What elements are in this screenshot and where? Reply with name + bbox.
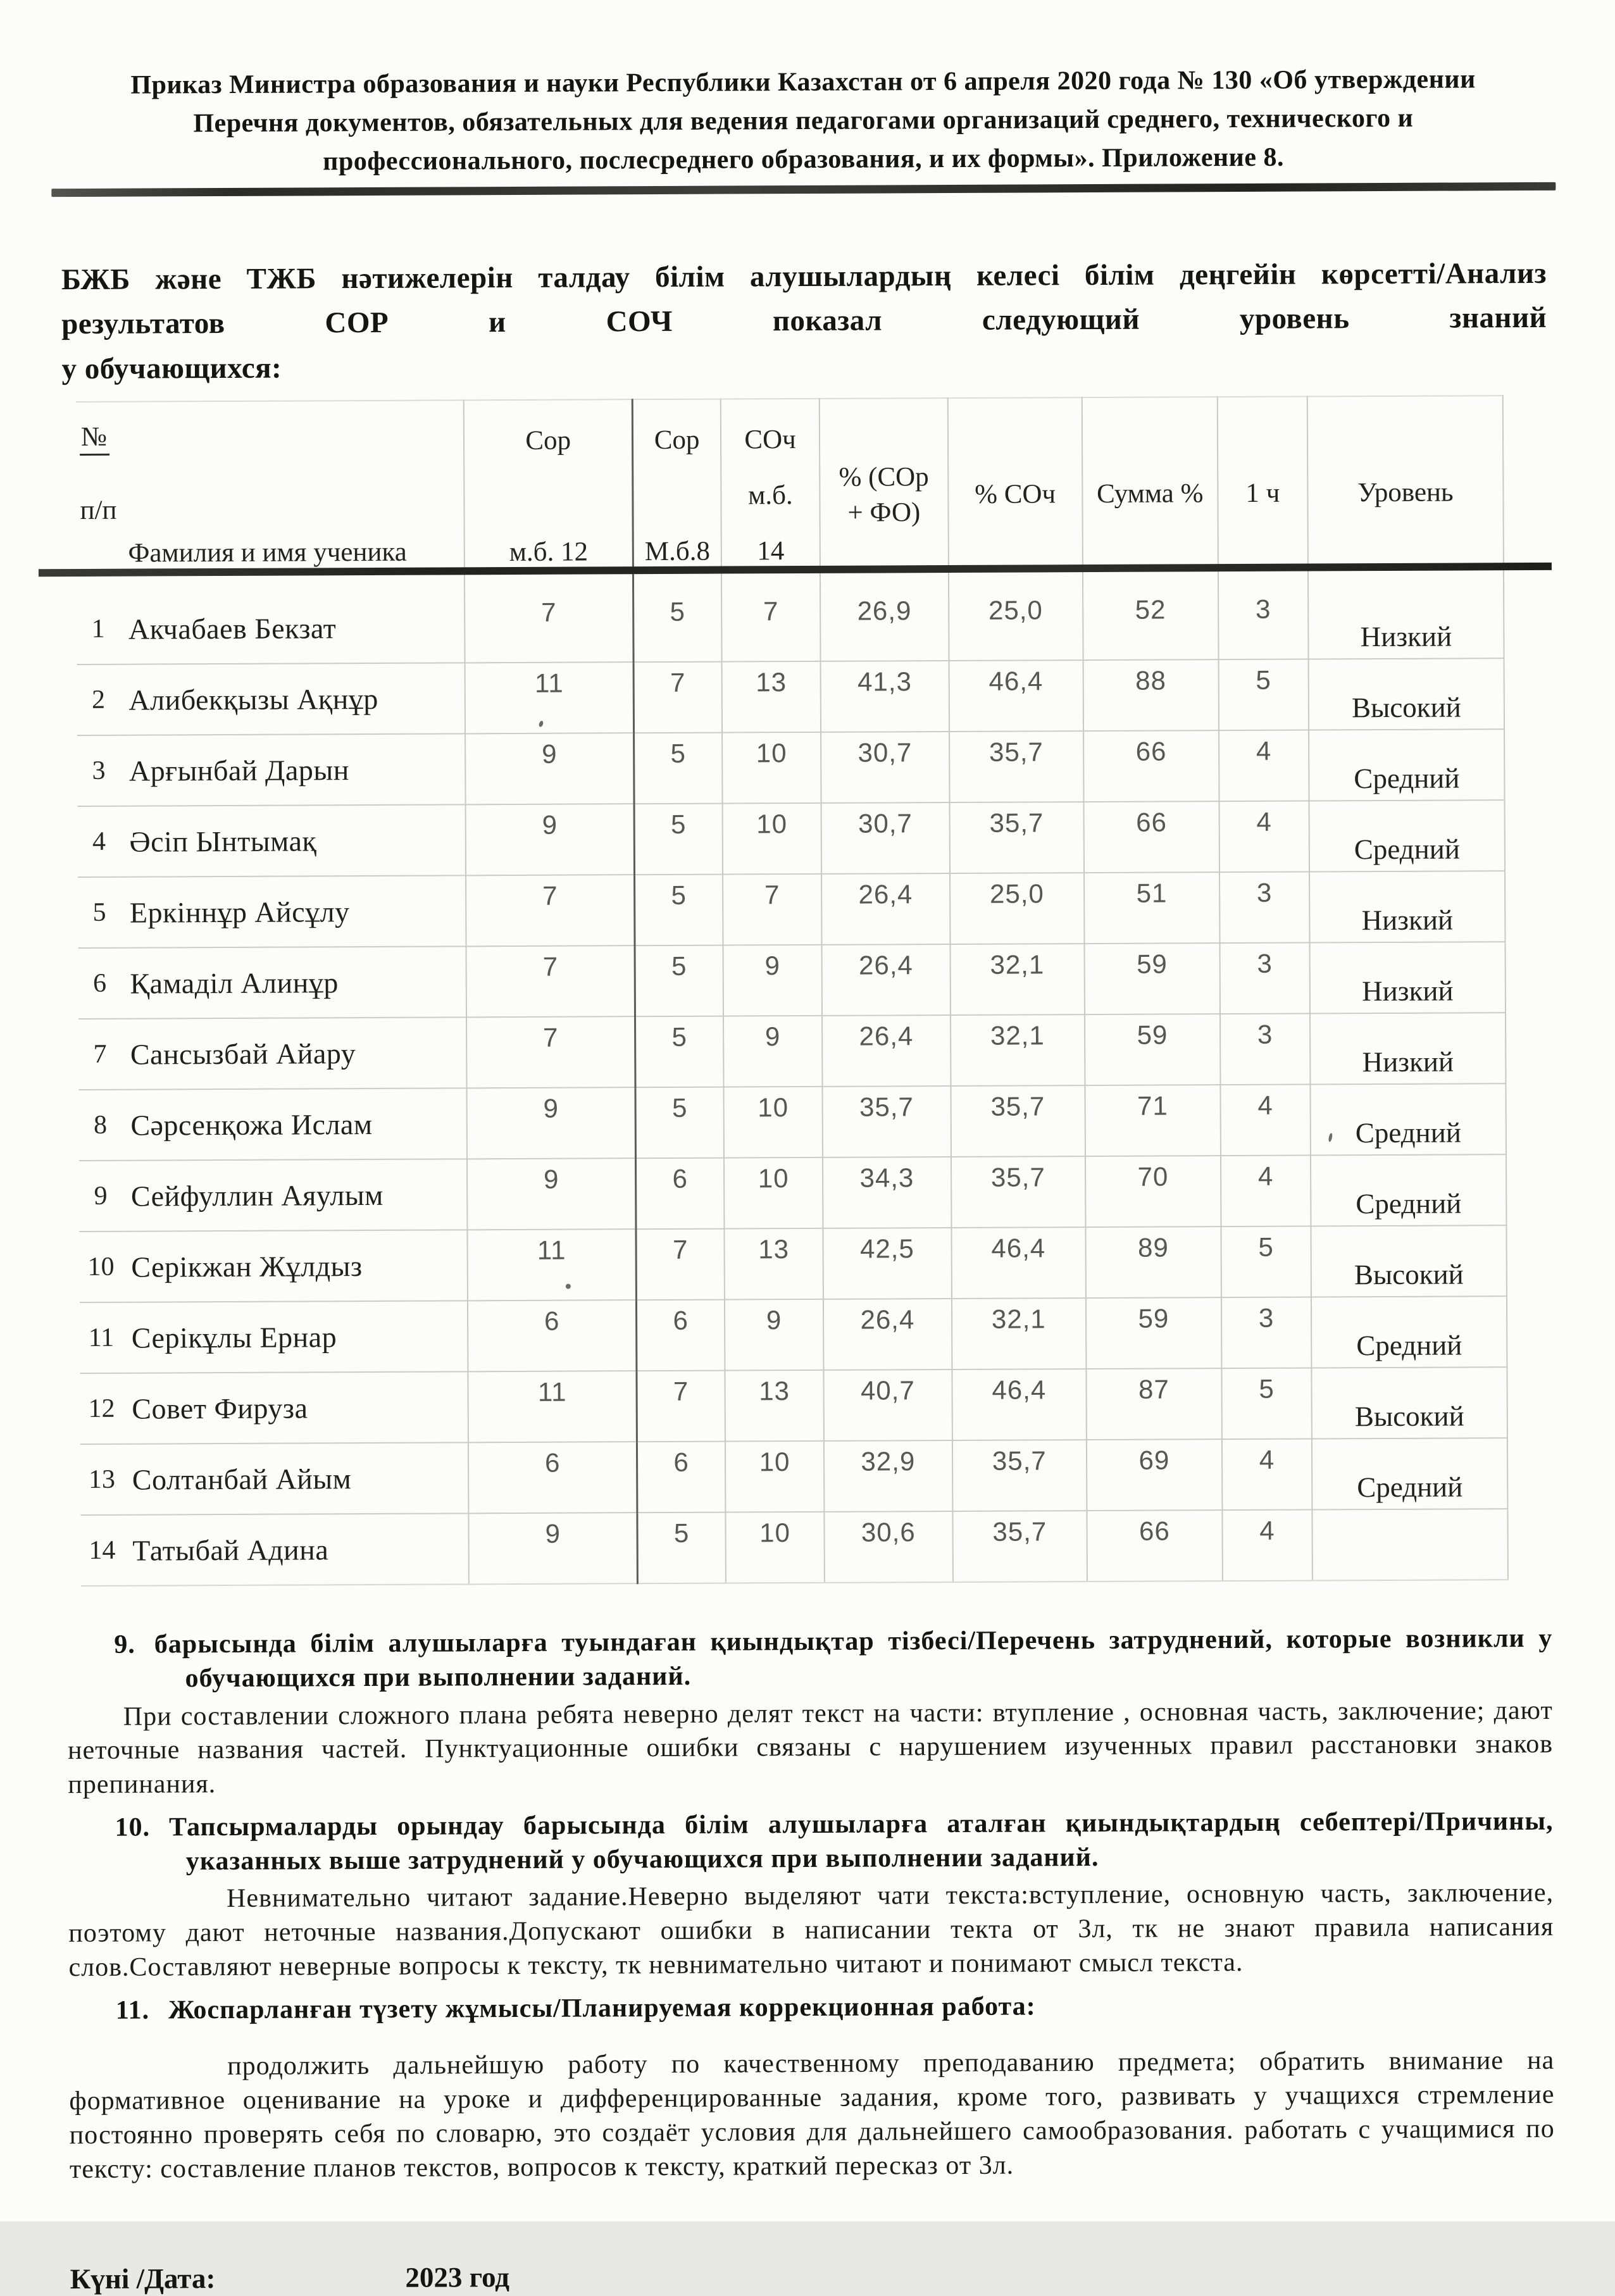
- row-number-cell: 8: [79, 1090, 122, 1161]
- hours-cell: 3: [1221, 1297, 1312, 1369]
- hours-cell: 3: [1218, 589, 1309, 660]
- level-cell: [1312, 1509, 1507, 1580]
- pct-sor-fo-cell: 26,4: [822, 1015, 951, 1087]
- sor1-score-cell: 9: [466, 804, 635, 875]
- results-table-body: [77, 588, 1508, 1586]
- header-num-sub: п/п: [80, 495, 117, 526]
- header-hours: 1 ч: [1218, 397, 1308, 590]
- sor1-score-cell: 6: [468, 1300, 637, 1371]
- table-row: [79, 1083, 1506, 1161]
- pct-sor-fo-cell: 35,7: [822, 1086, 951, 1157]
- sum-pct-cell: 66: [1087, 1510, 1223, 1582]
- sor2-score-cell: 5: [633, 592, 722, 663]
- row-number-cell: 5: [78, 877, 121, 948]
- soch-score-cell: 10: [724, 1157, 823, 1229]
- row-number-cell: 10: [79, 1232, 122, 1302]
- sor2-score-cell: 7: [633, 662, 722, 733]
- header-num-sign: №: [80, 421, 109, 456]
- pct-soch-cell: 35,7: [951, 1156, 1085, 1228]
- header-divider-rule: [51, 182, 1556, 196]
- table-row: [80, 1367, 1507, 1444]
- sum-pct-cell: 66: [1083, 801, 1219, 873]
- student-name-cell: Қамаділ Алинұр: [121, 947, 466, 1019]
- soch-score-cell: 7: [723, 874, 821, 945]
- row-number-cell: 2: [77, 664, 120, 735]
- section-9-title: барысында білім алушыларға туындаған қиындықтар тізбесі/Перечень затруднений, которые возникли у обучающихся при выполнении заданий.: [154, 1624, 1553, 1694]
- sor1-score-cell: 11: [468, 1371, 637, 1442]
- section-10-number: 10.: [115, 1812, 151, 1842]
- pct-sor-fo-cell: 32,9: [824, 1440, 952, 1512]
- header-soch-sub2: 14: [757, 535, 785, 566]
- table-row: [79, 1225, 1506, 1302]
- hours-cell: 4: [1220, 1085, 1311, 1156]
- section-9-number: 9.: [114, 1630, 135, 1659]
- table-row: [77, 588, 1504, 664]
- intro-line-1: БЖБ және ТЖБ нәтижелерін талдау білім алушылардың келесі білім деңгейін көрсетті/Анализ: [61, 256, 1547, 296]
- soch-score-cell: 13: [725, 1370, 824, 1442]
- sor2-score-cell: 7: [636, 1229, 725, 1301]
- results-table-wrap: [76, 395, 1509, 1587]
- page-content: [60, 0, 1556, 2296]
- pct-sor-fo-cell: 34,3: [823, 1157, 951, 1228]
- pct-sor-fo-cell: 26,4: [821, 873, 950, 945]
- pct-sor-fo-cell: 30,7: [821, 802, 949, 874]
- level-cell: Средний: [1309, 729, 1504, 801]
- pct-soch-cell: 25,0: [950, 873, 1084, 944]
- header-pct-sor-fo: [820, 398, 949, 591]
- soch-score-cell: 9: [725, 1299, 823, 1371]
- sor2-score-cell: 6: [636, 1300, 725, 1371]
- sor1-score-cell: 7: [466, 1016, 635, 1088]
- table-row: [80, 1438, 1507, 1515]
- pct-sor-fo-cell: 26,4: [821, 944, 950, 1016]
- pct-soch-cell: 46,4: [949, 660, 1083, 732]
- section-11: [69, 1988, 1555, 2187]
- soch-score-cell: 13: [722, 661, 821, 733]
- row-number-cell: 13: [80, 1444, 123, 1515]
- student-name-cell: Солтанбай Айым: [123, 1442, 469, 1514]
- level-cell: Средний: [1309, 800, 1505, 871]
- student-name-cell: Еркіннұр Айсұлу: [121, 876, 466, 948]
- section-9: [67, 1622, 1553, 1802]
- hours-cell: 5: [1219, 659, 1309, 731]
- section-10-title: Тапсырмаларды орындау барысында білім алушыларға аталған қиындықтардың себептері/Причины, указанных выше затруднений у обучающихся при выполнении заданий.: [168, 1806, 1554, 1876]
- order-header: [60, 60, 1546, 182]
- soch-score-cell: 10: [722, 732, 821, 804]
- student-name-cell: Сейфуллин Аяулым: [122, 1159, 468, 1232]
- header-sor1-title: Сор: [525, 425, 571, 456]
- soch-score-cell: 7: [721, 591, 820, 662]
- pct-soch-cell: 46,4: [951, 1227, 1085, 1299]
- level-cell: Высокий: [1311, 1367, 1507, 1438]
- hours-cell: 4: [1221, 1156, 1311, 1227]
- sections: [67, 1622, 1555, 2187]
- table-row: [77, 658, 1504, 735]
- order-header-line-3: профессионального, послесреднего образования, и их формы». Приложение 8.: [323, 142, 1285, 177]
- pct-soch-cell: 25,0: [949, 590, 1083, 661]
- date-value: 2023 год: [405, 2261, 510, 2294]
- sor1-score-cell: 9: [465, 733, 634, 804]
- sum-pct-cell: 51: [1084, 872, 1220, 944]
- intro-line-3: у обучающихся:: [61, 351, 282, 385]
- table-row: [80, 1296, 1507, 1373]
- level-cell: Средний: [1311, 1296, 1507, 1368]
- sor1-score-cell: 11: [465, 662, 634, 733]
- sor2-score-cell: 5: [637, 1513, 726, 1584]
- date-footer: [70, 2256, 1556, 2295]
- student-name-cell: Татыбай Адина: [123, 1513, 469, 1585]
- level-cell: Низкий: [1310, 942, 1506, 1013]
- level-cell: Средний: [1312, 1438, 1507, 1509]
- student-name-cell: Сәрсенқожа Ислам: [122, 1089, 467, 1161]
- row-number-cell: 14: [80, 1515, 123, 1586]
- soch-score-cell: 10: [725, 1441, 824, 1513]
- intro-paragraph: [61, 251, 1547, 392]
- sor2-score-cell: 7: [637, 1371, 725, 1442]
- row-number-cell: 4: [78, 806, 121, 877]
- student-name-cell: Серікжан Жұлдыз: [122, 1230, 468, 1302]
- sum-pct-cell: 69: [1087, 1439, 1223, 1511]
- header-student-name: Фамилия и имя ученика: [118, 401, 465, 594]
- row-number-cell: 7: [78, 1019, 122, 1090]
- sum-pct-cell: 89: [1085, 1226, 1221, 1298]
- pct-sor-fo-cell: 26,9: [820, 590, 949, 661]
- sor1-score-cell: 9: [467, 1087, 636, 1159]
- level-cell: Высокий: [1309, 658, 1504, 730]
- student-name-cell: Алибекқызы Ақнұр: [120, 663, 465, 735]
- soch-score-cell: 10: [726, 1512, 825, 1583]
- pct-soch-cell: 35,7: [952, 1440, 1087, 1511]
- header-sor1: [464, 399, 633, 592]
- level-cell: Низкий: [1308, 588, 1504, 659]
- header-sor2-title: Сор: [654, 425, 700, 456]
- soch-score-cell: 9: [723, 1016, 822, 1087]
- hours-cell: 3: [1219, 872, 1310, 944]
- row-number-cell: 11: [80, 1302, 123, 1373]
- sor1-score-cell: 9: [467, 1158, 636, 1230]
- section-11-body: продолжить дальнейшую работу по качественному преподаванию предмета; обратить внимание на формативное оценивание на уроке и дифференцированные задания, кроме того, развивать у учащихся стремление постоянно проверять себя по словарю, это создаёт условия для дальнейшего самообразования. работать с учащимися по тексту: составление планов текстов, вопросов к тексту, краткий пересказ от 3л.: [69, 2046, 1555, 2184]
- student-name-cell: Акчабаев Бекзат: [120, 593, 465, 664]
- row-number-cell: 12: [80, 1373, 123, 1444]
- table-row: [79, 1154, 1506, 1232]
- table-row: [78, 871, 1505, 948]
- header-sum-pct: Сумма %: [1082, 397, 1218, 590]
- header-soch: [721, 399, 820, 592]
- date-label: Күні /Дата:: [70, 2262, 216, 2295]
- level-cell: Высокий: [1311, 1225, 1506, 1297]
- level-cell: Низкий: [1310, 1013, 1506, 1084]
- header-level: Уровень: [1307, 396, 1504, 589]
- hours-cell: 5: [1221, 1226, 1311, 1298]
- soch-score-cell: 9: [723, 945, 822, 1016]
- student-name-cell: Сансызбай Айару: [122, 1018, 467, 1090]
- row-number-cell: 6: [78, 948, 122, 1019]
- sor1-score-cell: 7: [466, 945, 635, 1017]
- sor2-score-cell: 5: [634, 875, 723, 946]
- pct-sor-fo-cell: 41,3: [820, 661, 949, 732]
- sum-pct-cell: 88: [1083, 659, 1219, 731]
- pct-soch-cell: 35,7: [951, 1085, 1085, 1157]
- pct-sor-fo-cell: 40,7: [823, 1369, 952, 1441]
- table-row: [78, 1013, 1506, 1090]
- hours-cell: 5: [1221, 1368, 1312, 1440]
- row-number-cell: 3: [77, 735, 120, 806]
- section-9-body: При составлении сложного плана ребята неверно делят текст на части: втупление , основная часть, заключение; дают неточные названия частей. Пунктуационные ошибки связаны с нарушением изученных правил расстановки знаков препинания.: [67, 1695, 1554, 1800]
- header-num: [76, 402, 120, 594]
- hours-cell: 4: [1222, 1510, 1313, 1582]
- sor2-score-cell: 5: [635, 945, 723, 1017]
- hours-cell: 4: [1222, 1439, 1313, 1511]
- section-11-title: Жоспарланған түзету жұмысы/Планируемая коррекционная работа:: [168, 1992, 1036, 2025]
- pct-soch-cell: 46,4: [952, 1369, 1086, 1440]
- sor1-score-cell: 6: [468, 1442, 637, 1513]
- pct-soch-cell: 35,7: [952, 1511, 1087, 1582]
- header-pct-sor-fo-line2: + ФО): [847, 497, 921, 528]
- student-name-cell: Совет Фируза: [123, 1371, 468, 1444]
- order-header-line-2: Перечня документов, обязательных для ведения педагогами организаций среднего, технического и: [193, 103, 1414, 139]
- row-number-cell: 1: [91, 614, 105, 644]
- sor1-score-cell: 7: [466, 875, 635, 946]
- hours-cell: 3: [1219, 943, 1310, 1014]
- sor2-score-cell: 6: [637, 1442, 725, 1513]
- sor1-score-cell: 9: [469, 1513, 638, 1584]
- level-cell: Низкий: [1309, 871, 1505, 942]
- header-soch-title: СОч: [744, 425, 796, 455]
- sum-pct-cell: 87: [1086, 1368, 1222, 1440]
- sor2-score-cell: 5: [635, 1016, 723, 1088]
- sum-pct-cell: 66: [1083, 730, 1219, 802]
- header-soch-sub1: м.б.: [748, 480, 793, 511]
- hours-cell: 4: [1219, 801, 1309, 873]
- header-sor1-sub: м.б. 12: [509, 537, 589, 568]
- header-sor2-sub: М.б.8: [644, 536, 711, 567]
- sor2-score-cell: 5: [635, 1087, 724, 1159]
- soch-score-cell: 10: [723, 803, 821, 875]
- section-10: [68, 1805, 1554, 1985]
- pct-sor-fo-cell: 30,6: [824, 1511, 952, 1583]
- pct-sor-fo-cell: 26,4: [823, 1299, 952, 1370]
- pct-soch-cell: 35,7: [949, 802, 1083, 873]
- sor2-score-cell: 5: [634, 804, 723, 875]
- table-row: [80, 1509, 1507, 1586]
- pct-soch-cell: 32,1: [952, 1298, 1086, 1369]
- sum-pct-cell: 52: [1083, 589, 1219, 660]
- row-number-cell: 9: [79, 1161, 122, 1232]
- sum-pct-cell: 59: [1085, 1014, 1221, 1085]
- section-9-heading: [67, 1622, 1552, 1697]
- hours-cell: 4: [1219, 730, 1309, 802]
- order-header-line-1: Приказ Министра образования и науки Республики Казахстан от 6 апреля 2020 года № 130 «Об утверждении: [130, 65, 1476, 100]
- pct-sor-fo-cell: 42,5: [823, 1228, 951, 1299]
- sor2-score-cell: 5: [633, 733, 722, 804]
- soch-score-cell: 13: [725, 1228, 823, 1300]
- sum-pct-cell: 59: [1084, 943, 1220, 1014]
- soch-score-cell: 10: [724, 1087, 823, 1158]
- sor1-score-cell: 7: [465, 592, 633, 663]
- table-row: [78, 942, 1506, 1019]
- header-pct-sor-fo-line1: % (СОр: [839, 461, 929, 492]
- table-row: [77, 729, 1504, 806]
- header-pct-soch: % СОч: [948, 397, 1083, 590]
- student-name-cell: Әсіп Ынтымақ: [120, 805, 466, 877]
- hours-cell: 3: [1220, 1014, 1311, 1085]
- sum-pct-cell: 71: [1085, 1085, 1221, 1156]
- header-sor2: [632, 399, 721, 592]
- student-name-cell: Серікұлы Ернар: [123, 1301, 468, 1373]
- section-11-heading: [69, 1988, 1554, 2028]
- pct-soch-cell: 32,1: [951, 1014, 1085, 1086]
- pct-sor-fo-cell: 30,7: [821, 732, 949, 803]
- table-row: [78, 800, 1505, 877]
- sor1-score-cell: 11: [468, 1229, 637, 1301]
- sor2-score-cell: 6: [635, 1158, 724, 1230]
- student-name-cell: Арғынбай Дарын: [120, 734, 466, 806]
- section-10-heading: [68, 1805, 1553, 1880]
- pct-soch-cell: 35,7: [949, 731, 1083, 802]
- level-cell: Средний: [1311, 1083, 1506, 1155]
- pct-soch-cell: 32,1: [950, 944, 1084, 1015]
- sum-pct-cell: 70: [1085, 1156, 1221, 1227]
- section-10-body: Невнимательно читают задание.Неверно выделяют чати текста:вступление, основную часть, заключение, поэтому дают неточные названия.Допускают ошибки в написании текта от 3л, тк не знают правила написания слов.Составляют неверные вопросы к тексту, тк невнимательно читают и понимают смысл текста.: [68, 1878, 1554, 1983]
- section-11-number: 11.: [115, 1995, 150, 2025]
- sum-pct-cell: 59: [1086, 1297, 1222, 1369]
- intro-line-2: результатов СОР и СОЧ показал следующий уровень знаний: [61, 301, 1547, 341]
- level-cell: Средний: [1311, 1154, 1506, 1226]
